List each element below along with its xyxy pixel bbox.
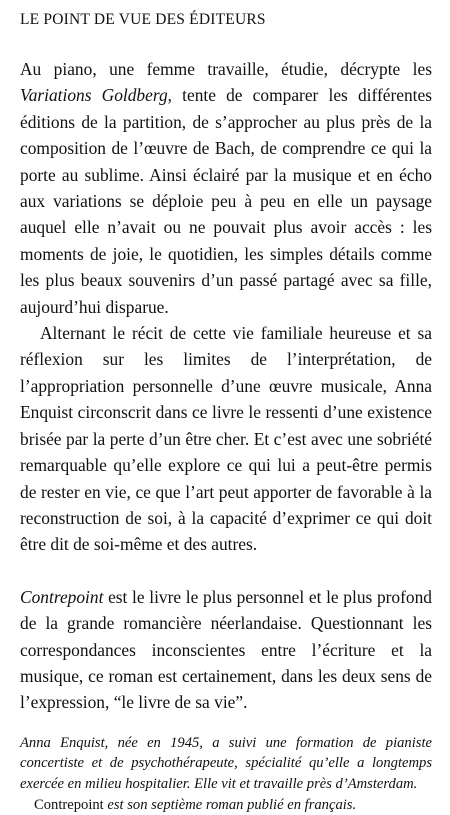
author-bio-novel-count (20, 795, 432, 815)
novel-count-text: est son septième roman publié en français. (103, 796, 357, 813)
summary-intro: Au piano, une femme travaille, étudie, décrypte les (20, 59, 432, 79)
book-title: Contrepoint (20, 586, 104, 607)
paragraph-praise (20, 584, 432, 716)
author-bio-italic: Anna Enquist, née en 1945, a suivi une formation de pianiste concertiste et de psychothérapeute, spécialité qu’elle a longtemps exercée en milieu hospitalier. Elle vit et travaille près d’Amsterdam. (20, 734, 432, 792)
book-title-upright: Contrepoint (34, 796, 104, 813)
paragraph-summary (20, 56, 432, 320)
section-heading: LE POINT DE VUE DES ÉDITEURS (20, 11, 266, 28)
work-title: Variations Goldberg (20, 85, 168, 106)
back-cover-text (20, 10, 432, 815)
author-bio-text (20, 733, 432, 795)
paragraph-analysis: Alternant le récit de cette vie familiale heureuse et sa réflexion sur les limites de l’interprétation, de l’appropriation personnelle d’une œuvre musicale, Anna Enquist circonscrit dans ce livre le ressenti d’une existence brisée par la perte d’un être cher. Et c’est avec une sobriété remarquable qu’elle explore ce qui lui a peut-être permis de rester en vie, ce que l’art peut apporter de favorable à la reconstruction de soi, à la capacité d’exprimer ce qui doit être dit de soi-même et des autres. (20, 323, 432, 555)
summary-rest: , tente de comparer les différentes éditions de la partition, de s’approcher au plus près de la composition de l’œuvre de Bach, de comprendre ce qui la porte au sublime. Ainsi éclairé par la musique et en écho aux variations se déploie peu à peu en elle un paysage auquel elle n’avait ou ne pouvait plus avoir accès : les moments de joie, le quotidien, les simples détails comme les plus beaux souvenirs d’un passé partagé avec sa fille, aujourd’hui disparue. (20, 85, 432, 317)
author-bio (20, 733, 432, 815)
praise-rest: est le livre le plus personnel et le plus profond de la grande romancière néerlandaise. Questionnant les correspondances inconscientes entre l’écriture et la musique, ce roman est certainement, dans les deux sens de l’expression, “le livre de sa vie”. (20, 586, 432, 713)
